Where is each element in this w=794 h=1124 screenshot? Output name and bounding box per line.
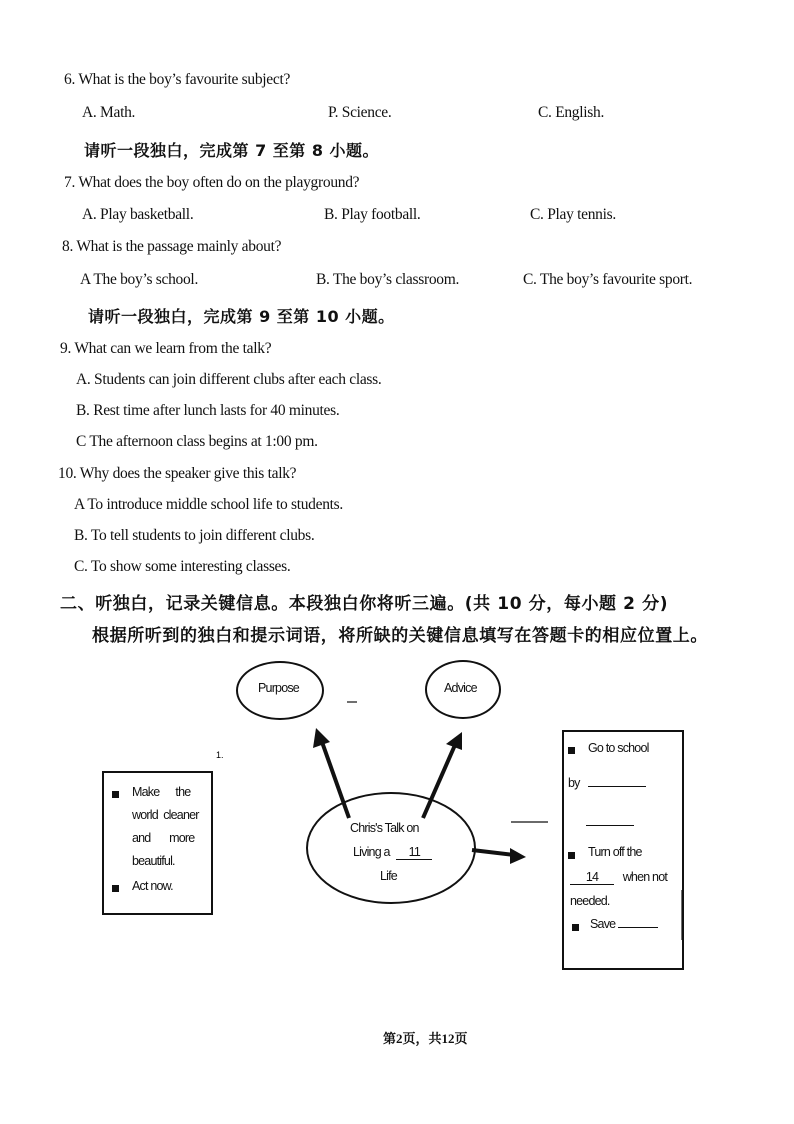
- q8-option-b: B. The boy’s classroom.: [316, 271, 460, 288]
- arrow-head-right: [510, 848, 526, 864]
- advice-item-1: [568, 741, 584, 759]
- advice-turnoff-line: [570, 870, 667, 885]
- question-8: 8. What is the passage mainly about?: [62, 238, 282, 255]
- bullet-square-icon: [112, 885, 119, 892]
- q10-option-a: A To introduce middle school life to students.: [74, 496, 343, 513]
- advice-needed-text: needed.: [570, 894, 610, 908]
- bullet-square-icon: [112, 791, 119, 798]
- advice-item-3-line: [590, 917, 658, 931]
- arrow-to-right-box: [472, 850, 514, 855]
- section2-instruction: 根据所听到的独白和提示词语，将所缺的关键信息填写在答题卡的相应位置上。: [92, 626, 708, 646]
- center-living-text: Living a: [353, 845, 390, 859]
- when-not-text: when not: [622, 870, 668, 884]
- purpose-item-1-line1: Make the: [132, 785, 191, 799]
- purpose-item-1: [112, 785, 128, 803]
- blank-14: 14: [570, 870, 614, 885]
- q6-option-b: P. Science.: [328, 104, 392, 121]
- blank-12: [588, 786, 646, 787]
- q9-option-c: C The afternoon class begins at 1:00 pm.: [76, 433, 318, 450]
- by-label: by: [568, 776, 580, 790]
- q8-option-a: A The boy’s school.: [80, 271, 199, 288]
- center-title-line2: [353, 845, 432, 860]
- section2-heading: 二、听独白，记录关键信息。本段独白你将听三遍。(共 10 分，每小题 2 分): [60, 594, 669, 614]
- blank-15: [618, 927, 658, 928]
- question-10: 10. Why does the speaker give this talk?: [58, 465, 297, 482]
- bullet-square-icon: [568, 852, 575, 859]
- purpose-label: Purpose: [258, 681, 299, 695]
- blank-11: 11: [396, 845, 432, 860]
- instruction-7-8: 请听一段独白，完成第 7 至第 8 小题。: [84, 141, 380, 160]
- advice-blank-line: [568, 815, 634, 829]
- page-footer: 第2页，共12页: [383, 1031, 468, 1046]
- purpose-item-2-text: Act now.: [132, 879, 173, 893]
- advice-item-2-text: Turn off the: [588, 845, 642, 859]
- q9-option-a: A. Students can join different clubs after each class.: [76, 371, 382, 388]
- purpose-item-2: [112, 879, 128, 897]
- bullet-square-icon: [572, 924, 579, 931]
- bullet-square-icon: [568, 747, 575, 754]
- save-label: Save: [590, 917, 616, 931]
- instruction-9-10: 请听一段独白，完成第 9 至第 10 小题。: [88, 307, 395, 326]
- question-7: 7. What does the boy often do on the playground?: [64, 174, 360, 191]
- q6-option-a: A. Math.: [82, 104, 136, 121]
- question-6: 6. What is the boy’s favourite subject?: [64, 71, 291, 88]
- q10-option-b: B. To tell students to join different clubs.: [74, 527, 315, 544]
- advice-item-1-text: Go to school: [588, 741, 649, 755]
- q8-option-c: C. The boy’s favourite sport.: [523, 271, 693, 288]
- center-title-line1: Chris's Talk on: [350, 821, 419, 835]
- purpose-item-1-line2: world cleaner: [132, 808, 199, 822]
- q6-option-c: C. English.: [538, 104, 605, 121]
- question-9: 9. What can we learn from the talk?: [60, 340, 272, 357]
- advice-by-line: [568, 776, 646, 790]
- blank-13: [586, 825, 634, 826]
- center-title-line3: Life: [380, 869, 397, 883]
- advice-item-2: [568, 846, 584, 864]
- q7-option-b: B. Play football.: [324, 206, 421, 223]
- purpose-item-1-line3: and more: [132, 831, 195, 845]
- stray-mark: 1.: [216, 750, 224, 760]
- q7-option-a: A. Play basketball.: [82, 206, 194, 223]
- arrow-head-purpose: [313, 728, 330, 748]
- q9-option-b: B. Rest time after lunch lasts for 40 minutes.: [76, 402, 340, 419]
- advice-label: Advice: [444, 681, 477, 695]
- purpose-item-1-line4: beautiful.: [132, 854, 175, 868]
- q10-option-c: C. To show some interesting classes.: [74, 558, 291, 575]
- advice-item-3: [572, 918, 588, 936]
- q7-option-c: C. Play tennis.: [530, 206, 616, 223]
